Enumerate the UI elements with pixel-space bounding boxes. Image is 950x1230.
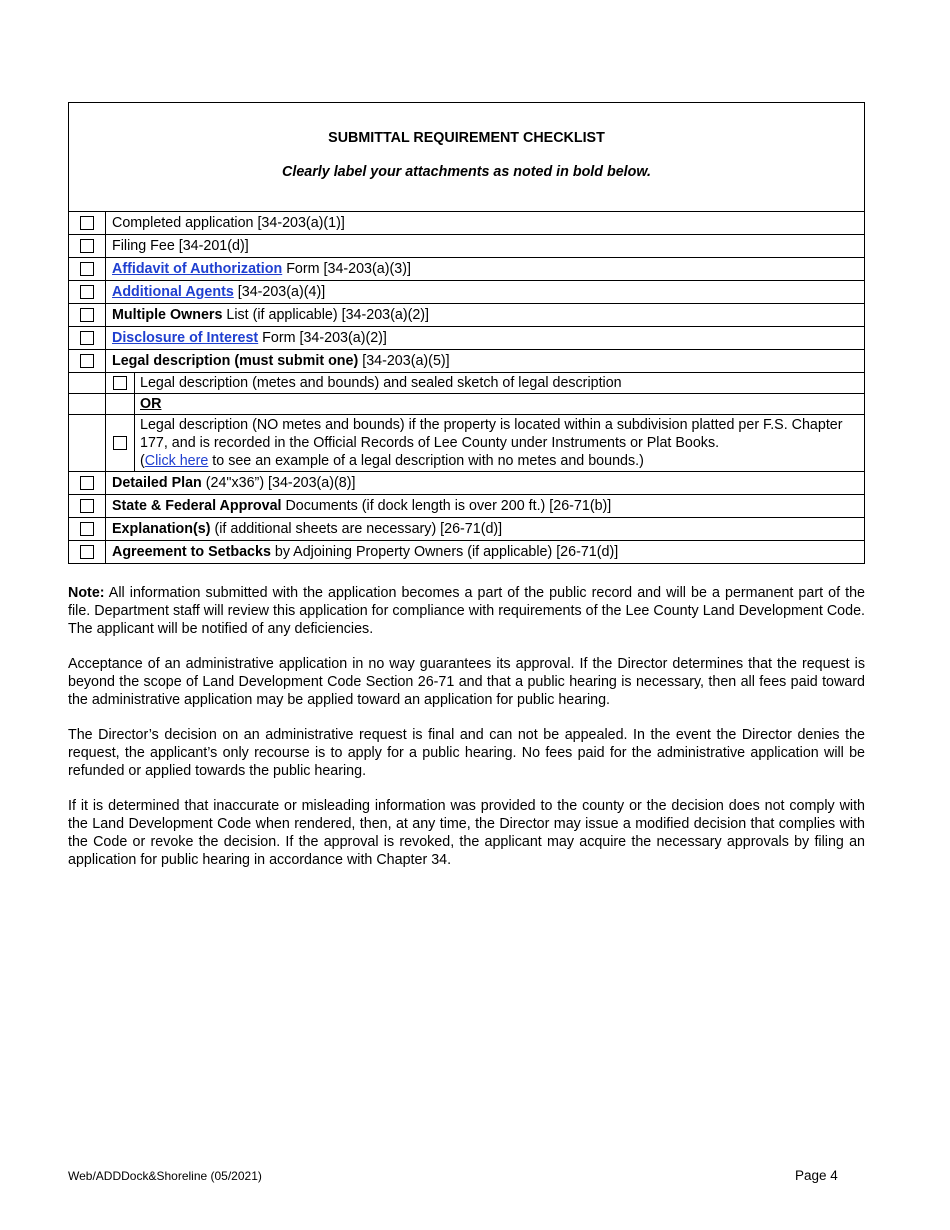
item-bold: State & Federal Approval xyxy=(112,498,282,514)
checkbox[interactable] xyxy=(80,545,94,559)
item-text: (24"x36”) [34-203(a)(8)] xyxy=(201,475,356,491)
submittal-checklist xyxy=(68,102,865,564)
legal-option-2-text: Legal description (NO metes and bounds) if the property is located within a subdivision platted per F.S. Chapter 177, and is recorded in the Official Records of Lee County under Instruments or Plat Books. xyxy=(140,417,843,451)
legal-option-1-row xyxy=(69,373,864,394)
disclosure-link[interactable]: Disclosure of Interest xyxy=(112,330,259,346)
checklist-row-multiple-owners xyxy=(69,304,864,327)
note-label: Note: xyxy=(68,585,105,601)
checklist-row-disclosure xyxy=(69,327,864,350)
item-bold: Agreement to Setbacks xyxy=(112,544,271,560)
checklist-subtitle: Clearly label your attachments as noted in bold below. xyxy=(282,164,651,180)
note-text: All information submitted with the application becomes a part of the public record and will be a permanent part of the file. Department staff will review this application for compliance with requirements of the Lee County Land Development Code. The applicant will be notified of any deficiencies. xyxy=(68,585,865,637)
checklist-row-setbacks xyxy=(69,541,864,563)
checklist-row-state-federal xyxy=(69,495,864,518)
checklist-row-affidavit xyxy=(69,258,864,281)
notes-section xyxy=(68,584,865,886)
checklist-row-detailed-plan xyxy=(69,472,864,495)
item-text: List (if applicable) [34-203(a)(2)] xyxy=(222,307,430,323)
checkbox[interactable] xyxy=(80,522,94,536)
checklist-title: SUBMITTAL REQUIREMENT CHECKLIST xyxy=(328,130,605,146)
checkbox[interactable] xyxy=(80,262,94,276)
revocation-paragraph: If it is determined that inaccurate or misleading information was provided to the county or the decision does not comply with the Land Development Code when rendered, then, at any time, the Director may issue a modified decision that complies with the Code or revoke the decision. If the approval is revoked, the applicant may acquire the necessary approvals by filing an application for public hearing in accordance with Chapter 34. xyxy=(68,798,865,868)
item-bold: Detailed Plan xyxy=(112,475,202,491)
checkbox[interactable] xyxy=(80,499,94,513)
checkbox[interactable] xyxy=(80,285,94,299)
click-here-link[interactable]: Click here xyxy=(144,453,209,469)
checkbox[interactable] xyxy=(80,216,94,230)
legal-or-row xyxy=(69,394,864,415)
footer-form-id: Web/ADDDock&Shoreline (05/2021) xyxy=(68,1169,262,1183)
item-text: (if additional sheets are necessary) [26-71(d)] xyxy=(210,521,503,537)
checklist-header xyxy=(69,103,864,212)
decision-paragraph: The Director’s decision on an administrative request is final and can not be appealed. In the event the Director denies the request, the applicant’s only recourse is to apply for a public hearing. No fees paid for the administrative application will be refunded or applied towards the public hearing. xyxy=(68,727,865,779)
footer-page-number: Page 4 xyxy=(795,1168,838,1183)
checklist-row-filing-fee xyxy=(69,235,864,258)
item-text: Completed application [34-203(a)(1)] xyxy=(112,215,345,231)
acceptance-paragraph: Acceptance of an administrative application in no way guarantees its approval. If the Director determines that the request is beyond the scope of Land Development Code Section 26-71 and that a public hearing is necessary, then all fees paid toward the administrative application may be applied toward an application for public hearing. xyxy=(68,656,865,708)
item-text: Documents (if dock length is over 200 ft.) [26-71(b)] xyxy=(281,498,612,514)
checklist-row-completed-application xyxy=(69,212,864,235)
checkbox[interactable] xyxy=(80,476,94,490)
or-label: OR xyxy=(140,396,162,412)
item-text: Form [34-203(a)(3)] xyxy=(282,261,411,277)
item-text: by Adjoining Property Owners (if applicable) [26-71(d)] xyxy=(270,544,619,560)
checklist-row-explanation xyxy=(69,518,864,541)
item-bold: Explanation(s) xyxy=(112,521,211,537)
checklist-row-additional-agents xyxy=(69,281,864,304)
item-bold: Multiple Owners xyxy=(112,307,223,323)
checkbox[interactable] xyxy=(80,308,94,322)
legal-option-1-text: Legal description (metes and bounds) and sealed sketch of legal description xyxy=(140,375,622,391)
item-text: Form [34-203(a)(2)] xyxy=(258,330,387,346)
checkbox[interactable] xyxy=(80,354,94,368)
note-paragraph xyxy=(68,584,865,638)
checklist-row-legal-description xyxy=(69,350,864,373)
additional-agents-link[interactable]: Additional Agents xyxy=(112,284,234,300)
item-text: [34-203(a)(5)] xyxy=(358,353,450,369)
item-text: Filing Fee [34-201(d)] xyxy=(112,238,249,254)
checkbox[interactable] xyxy=(113,376,127,390)
legal-option-2-after: to see an example of a legal description with no metes and bounds.) xyxy=(208,453,644,469)
paren: ( xyxy=(140,453,145,469)
affidavit-link[interactable]: Affidavit of Authorization xyxy=(112,261,283,277)
checkbox[interactable] xyxy=(80,239,94,253)
legal-option-2-row xyxy=(69,415,864,472)
checkbox[interactable] xyxy=(80,331,94,345)
item-text: [34-203(a)(4)] xyxy=(233,284,326,300)
item-bold: Legal description (must submit one) xyxy=(112,353,359,369)
checkbox[interactable] xyxy=(113,436,127,450)
